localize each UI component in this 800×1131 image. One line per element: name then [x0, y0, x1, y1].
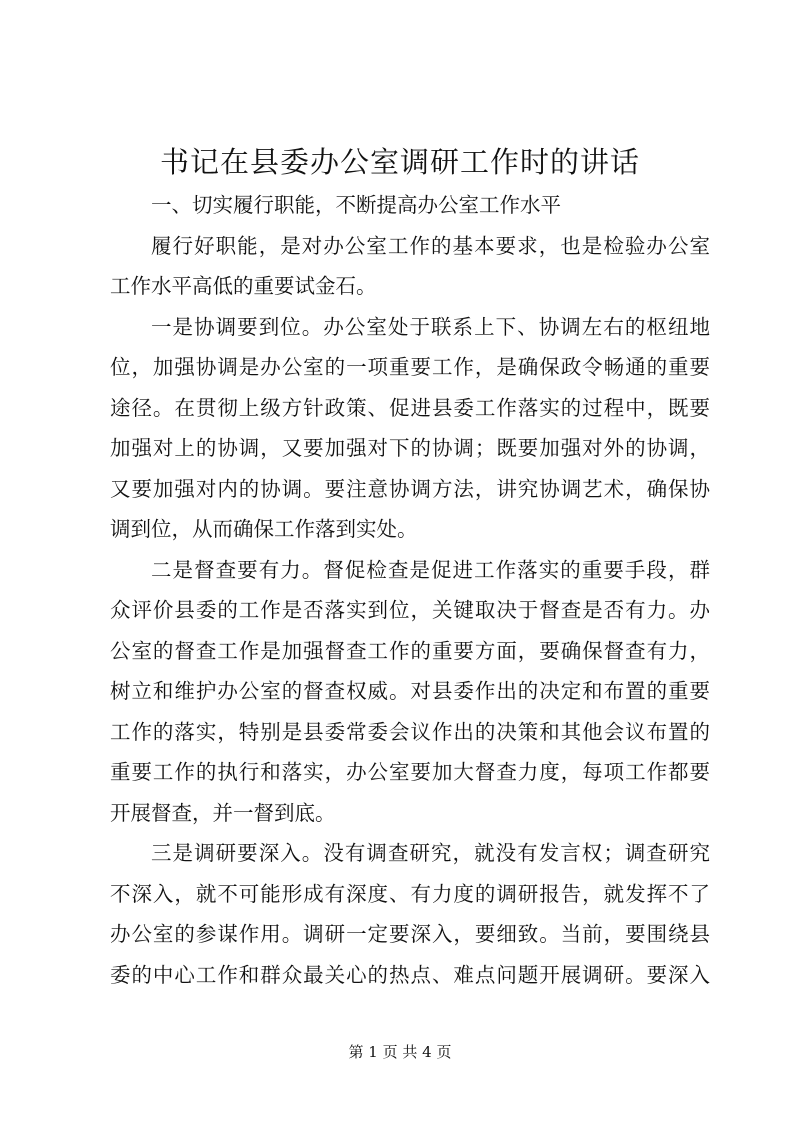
- paragraph-1-line-2: 工作水平高低的重要试金石。: [110, 274, 377, 298]
- section-heading: 一、切实履行职能，不断提高办公室工作水平: [151, 193, 561, 217]
- page-title: 书记在县委办公室调研工作时的讲话: [159, 145, 640, 179]
- paragraph-4-line-3: 办公室的参谋作用。调研一定要深入，要细致。当前，要围绕县: [110, 922, 710, 946]
- paragraph-4-line-4: 委的中心工作和群众最关心的热点、难点问题开展调研。要深入: [110, 963, 710, 987]
- paragraph-3-line-4: 树立和维护办公室的督查权威。对县委作出的决定和布置的重要: [110, 679, 710, 703]
- paragraph-2-line-6: 调到位，从而确保工作落到实处。: [110, 517, 418, 541]
- paragraph-1-line-1: 履行好职能，是对办公室工作的基本要求，也是检验办公室: [151, 234, 710, 258]
- page-number: 第 1 页 共 4 页: [348, 1043, 452, 1061]
- paragraph-3-line-2: 众评价县委的工作是否落实到位，关键取决于督查是否有力。办: [110, 598, 710, 622]
- paragraph-3-line-6: 重要工作的执行和落实，办公室要加大督查力度，每项工作都要: [110, 760, 710, 784]
- paragraph-4-line-2: 不深入，就不可能形成有深度、有力度的调研报告，就发挥不了: [110, 882, 710, 906]
- paragraph-2-line-1: 一是协调要到位。办公室处于联系上下、协调左右的枢纽地: [151, 315, 710, 339]
- paragraph-3-line-7: 开展督查，并一督到底。: [110, 801, 336, 825]
- paragraph-3-line-3: 公室的督查工作是加强督查工作的重要方面，要确保督查有力，: [110, 639, 710, 663]
- paragraph-3-line-5: 工作的落实，特别是县委常委会议作出的决策和其他会议布置的: [110, 720, 710, 744]
- paragraph-4-line-1: 三是调研要深入。没有调查研究，就没有发言权；调查研究: [151, 841, 710, 865]
- paragraph-3-line-1: 二是督查要有力。督促检查是促进工作落实的重要手段，群: [151, 558, 710, 582]
- paragraph-2-line-5: 又要加强对内的协调。要注意协调方法，讲究协调艺术，确保协: [110, 477, 710, 501]
- paragraph-2-line-3: 途径。在贯彻上级方针政策、促进县委工作落实的过程中，既要: [110, 396, 710, 420]
- paragraph-2-line-4: 加强对上的协调，又要加强对下的协调；既要加强对外的协调，: [110, 436, 710, 460]
- paragraph-2-line-2: 位，加强协调是办公室的一项重要工作，是确保政令畅通的重要: [110, 355, 710, 379]
